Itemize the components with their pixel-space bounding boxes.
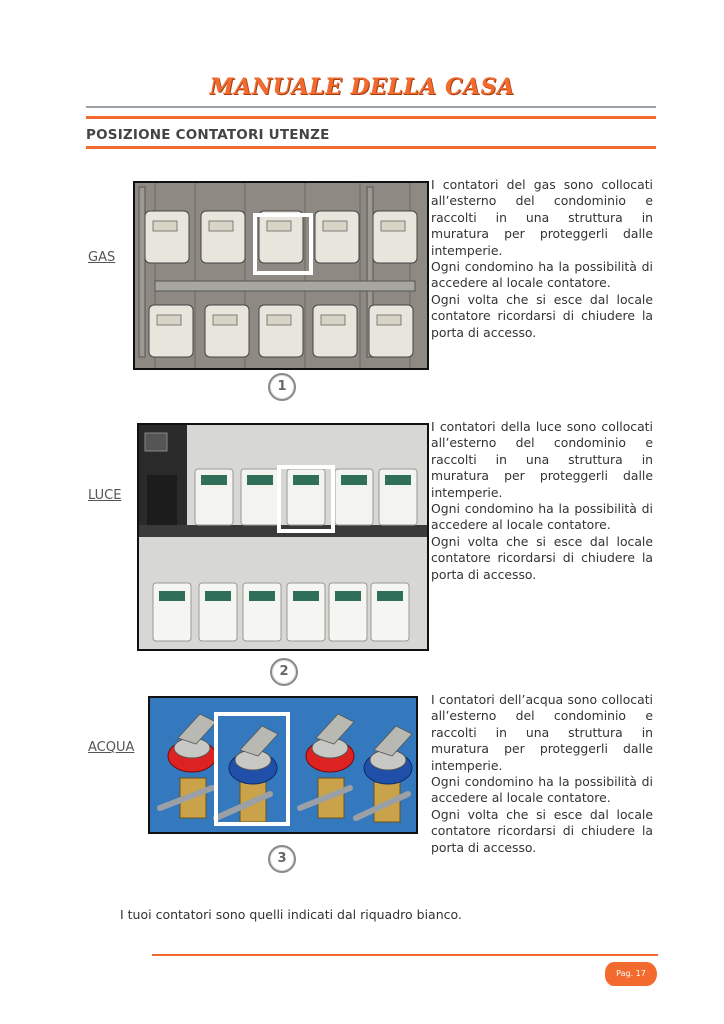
gas-meters-illustration — [135, 183, 427, 368]
luce-label: LUCE — [88, 488, 122, 503]
electricity-meters-illustration — [139, 425, 427, 649]
header-accent-divider — [86, 116, 656, 119]
section-title: POSIZIONE CONTATORI UTENZE — [86, 127, 330, 143]
luce-description-line-1: I contatori della luce sono collocati all’esterno del condominio e raccolti in una struttura in muratura per proteggerli dalle intemperie. — [431, 419, 653, 500]
electricity-meters-photo — [137, 423, 429, 651]
gas-description-line-2: Ogni condomino ha la possibilità di accedere al locale contatore. — [431, 259, 653, 291]
section-divider — [86, 146, 656, 149]
water-meters-illustration — [150, 698, 416, 832]
header-divider — [86, 106, 656, 108]
acqua-description-line-1: I contatori dell’acqua sono collocati all’esterno del condominio e raccolti in una struttura in muratura per proteggerli dalle intemperie. — [431, 692, 653, 773]
gas-label: GAS — [88, 250, 116, 265]
page-number-badge: Pag. 17 — [605, 962, 657, 986]
figure-number-badge-1: 1 — [268, 373, 296, 401]
luce-description-line-3: Ogni volta che si esce dal locale contatore ricordarsi di chiudere la porta di accesso. — [431, 533, 653, 582]
figure-number-badge-3: 3 — [268, 845, 296, 873]
footer-divider — [152, 954, 658, 956]
page-title: MANUALE DELLA CASA — [209, 74, 515, 100]
gas-meters-photo — [133, 181, 429, 370]
acqua-description — [431, 692, 653, 856]
water-meters-photo — [148, 696, 418, 834]
footer-note: I tuoi contatori sono quelli indicati dal riquadro bianco. — [120, 907, 462, 922]
acqua-description-line-3: Ogni volta che si esce dal locale contatore ricordarsi di chiudere la porta di accesso. — [431, 806, 653, 855]
acqua-description-line-2: Ogni condomino ha la possibilità di accedere al locale contatore. — [431, 774, 653, 806]
gas-description-line-3: Ogni volta che si esce dal locale contatore ricordarsi di chiudere la porta di accesso. — [431, 291, 653, 340]
gas-description — [431, 177, 653, 341]
luce-description — [431, 419, 653, 583]
luce-description-line-2: Ogni condomino ha la possibilità di accedere al locale contatore. — [431, 501, 653, 533]
gas-description-line-1: I contatori del gas sono collocati all’esterno del condominio e raccolti in una struttura in muratura per proteggerli dalle intemperie. — [431, 177, 653, 258]
figure-number-badge-2: 2 — [270, 658, 298, 686]
acqua-label: ACQUA — [88, 740, 135, 755]
